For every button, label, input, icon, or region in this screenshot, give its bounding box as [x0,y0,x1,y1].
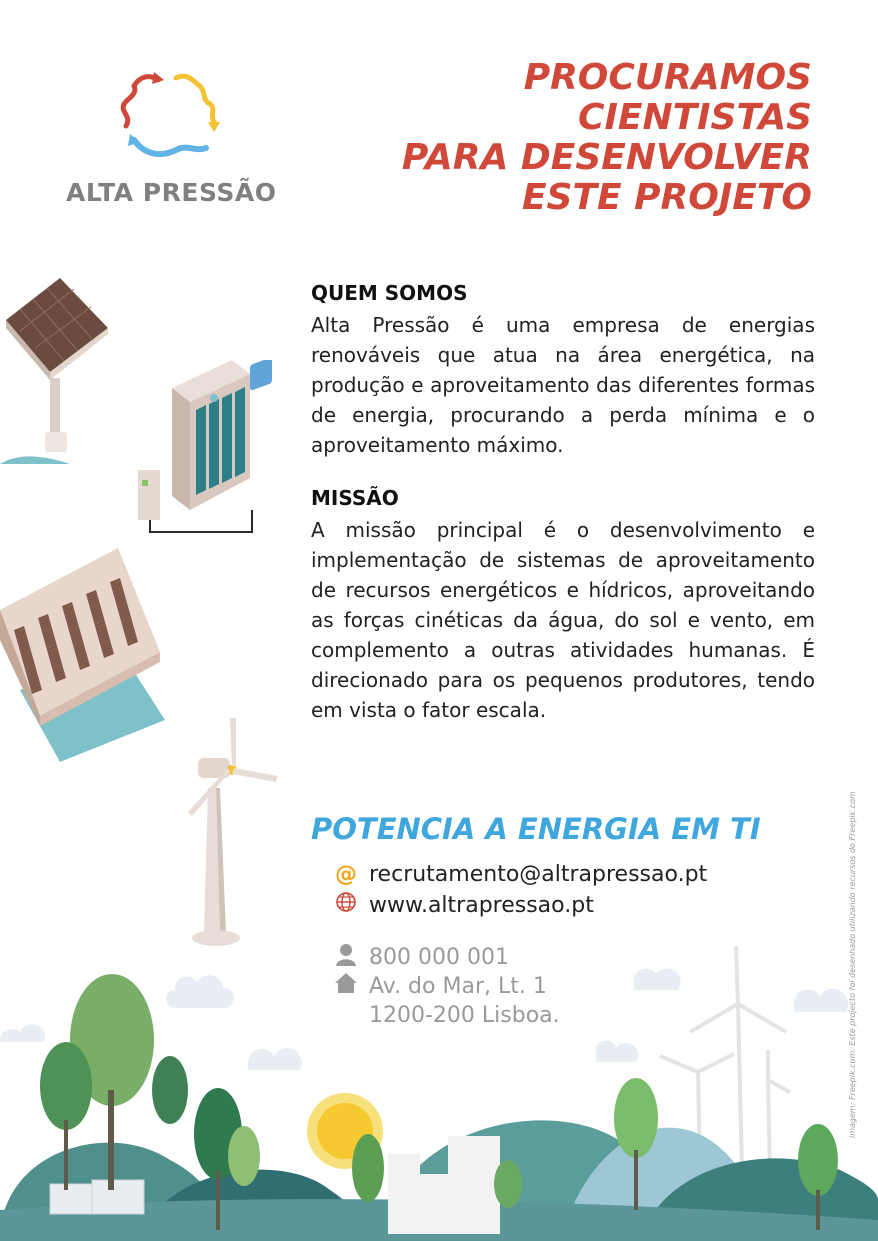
mission-text: A missão principal é o desenvolvimento e implementação de sistemas de aproveitamento de recursos energéticos e hídricos, aproveitando as forças cinéticas da água, do sol e vento, em complemento a outras atividades humanas. É direcionado para os pequenos produtores, tendo em vista o fator escala. [311,518,815,722]
headline-line: PROCURAMOS [523,57,812,98]
image-credit: imagem: Freepik.com. Este projecto foi desenhado utilizando recursos do Freepik.com [848,791,857,1138]
dam-illustration [0,540,165,765]
slogan: POTENCIA A ENERGIA EM TI [311,812,761,846]
about-title: QUEM SOMOS [311,281,468,305]
headline [252,58,812,218]
mission-title: MISSÃO [311,486,399,510]
address-line-2: 1200-200 Lisboa. [369,1003,560,1028]
wind-turbine-illustration [186,718,281,953]
globe-icon [333,891,359,919]
solar-panel-illustration [0,270,115,470]
landscape-illustration [0,940,878,1241]
electrical-cabinet-illustration [132,360,282,540]
headline-line: ESTE PROJETO [521,177,812,218]
phone-number: 800 000 001 [369,944,509,970]
about-text: Alta Pressão é uma empresa de energias renováveis que atua na área energética, na produção e aproveitamento das diferentes formas de energia, procurando a perda mínima e o aproveitamento máximo. [311,313,815,457]
at-icon: @ [335,862,357,887]
email-row [333,862,707,887]
website-link[interactable]: www.altrapressao.pt [369,892,594,918]
website-row [333,891,594,919]
headline-line: CIENTISTAS [578,97,812,138]
address-line-1: Av. do Mar, Lt. 1 [369,973,547,999]
email-link[interactable]: recrutamento@altrapressao.pt [369,862,708,887]
logo-mark [110,70,230,170]
headline-line: PARA DESENVOLVER [401,137,812,178]
brand-name: ALTA PRESSÃO [66,178,277,207]
